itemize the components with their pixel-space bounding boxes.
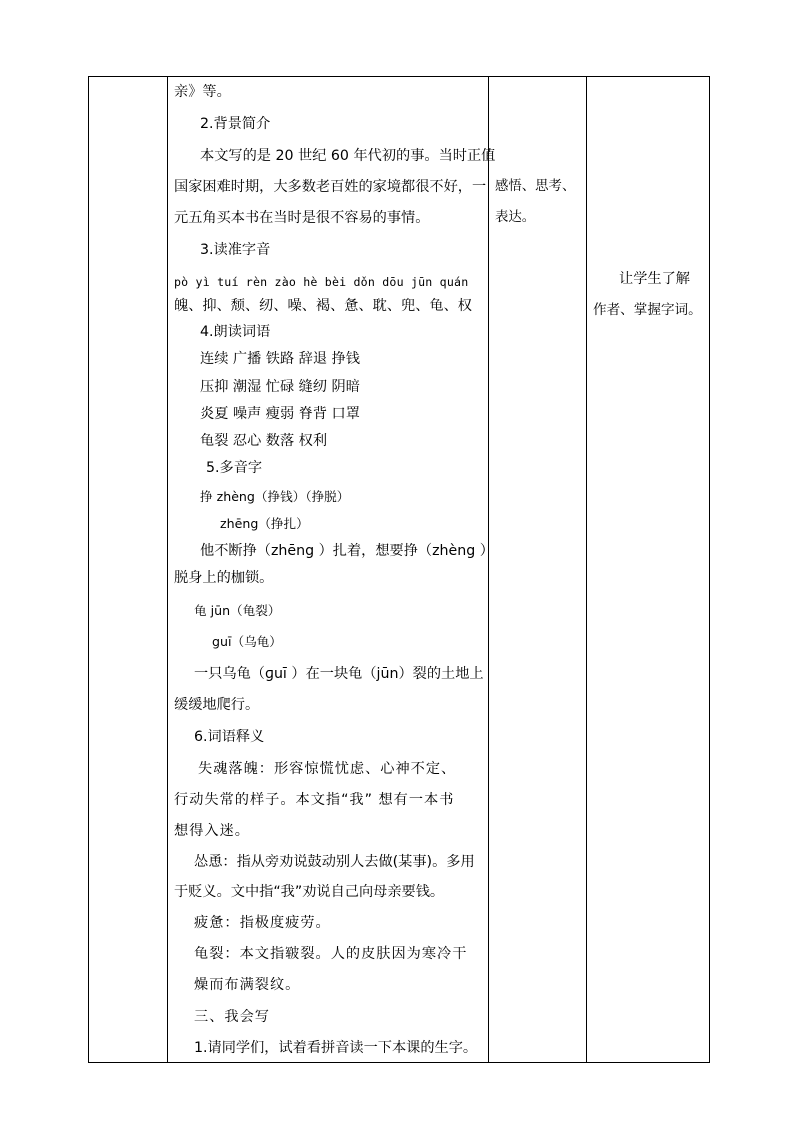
vocabulary-line: 压抑 潮湿 忙碌 缝纫 阴暗 <box>200 379 360 395</box>
content-line: 国家困难时期，大多数老百姓的家境都很不好，一 <box>174 179 487 195</box>
polyphone-line: zhēng（挣扎） <box>220 516 309 531</box>
vocabulary-line: 连续 广播 铁路 辞退 挣钱 <box>200 351 360 367</box>
section-heading: 2.背景简介 <box>200 116 271 132</box>
section-heading: 5.多音字 <box>206 460 263 476</box>
section-heading: 三、我会写 <box>194 1009 270 1025</box>
student-activity-cell <box>489 77 587 1063</box>
content-line: 本文写的是 20 世纪 60 年代初的事。当时正值 <box>200 148 496 164</box>
vocabulary-line: 炎夏 噪声 瘦弱 脊背 口罩 <box>200 406 360 422</box>
design-intent-cell <box>587 77 710 1063</box>
definition-line: 于贬义。文中指“我”劝说自己向母亲要钱。 <box>174 884 445 900</box>
task-line: 1.请同学们，试着看拼音读一下本课的生字。 <box>194 1040 478 1056</box>
polyphone-line: guī（乌龟） <box>212 634 282 649</box>
activity-line: 感悟、思考、 <box>495 179 576 194</box>
intent-line: 让学生了解 <box>619 271 690 287</box>
example-sentence-line: 脱身上的枷锁。 <box>174 570 274 586</box>
definition-line: 想得入迷。 <box>174 823 250 839</box>
intent-line: 作者、掌握字词。 <box>593 302 702 318</box>
characters-line: 魄、抑、颓、纫、噪、褐、惫、耽、兜、龟、权 <box>174 298 472 314</box>
section-heading: 4.朗读词语 <box>200 324 271 340</box>
definition-line: 龟裂：本文指皲裂。人的皮肤因为寒冷干 <box>194 946 468 962</box>
blank-column-cell <box>89 77 168 1063</box>
polyphone-line: 挣 zhèng（挣钱）（挣脱） <box>200 489 350 504</box>
polyphone-line: 龟 jūn（龟裂） <box>194 603 281 618</box>
section-heading: 6.词语释义 <box>194 729 265 745</box>
definition-line: 失魂落魄：形容惊慌忧虑、心神不定、 <box>198 761 457 777</box>
definition-line: 行动失常的样子。本文指“我” 想有一本书 <box>174 792 455 808</box>
example-sentence-line: 他不断挣（zhēng ）扎着，想要挣（zhèng ） <box>200 543 494 559</box>
table-row <box>89 77 710 1063</box>
vocabulary-line: 龟裂 忍心 数落 权利 <box>200 433 328 449</box>
example-sentence-line: 缓缓地爬行。 <box>174 697 260 713</box>
definition-line: 燥而布满裂纹。 <box>194 977 301 993</box>
content-line: 亲》等。 <box>174 84 231 100</box>
lesson-plan-table <box>88 76 710 1063</box>
example-sentence-line: 一只乌龟（ɡuī ）在一块龟（jūn）裂的土地上 <box>194 666 484 682</box>
definition-line: 怂恿：指从旁劝说鼓动别人去做(某事)。多用 <box>194 854 475 870</box>
activity-line: 表达。 <box>495 210 536 225</box>
definition-line: 疲惫：指极度疲劳。 <box>194 915 331 931</box>
content-line: 元五角买本书在当时是很不容易的事情。 <box>174 210 430 226</box>
teaching-content-cell <box>168 77 496 1063</box>
section-heading: 3.读准字音 <box>200 242 271 258</box>
pinyin-line: pò yì tuí rèn zào hè bèi dǒn dōu jūn quán <box>174 275 469 289</box>
